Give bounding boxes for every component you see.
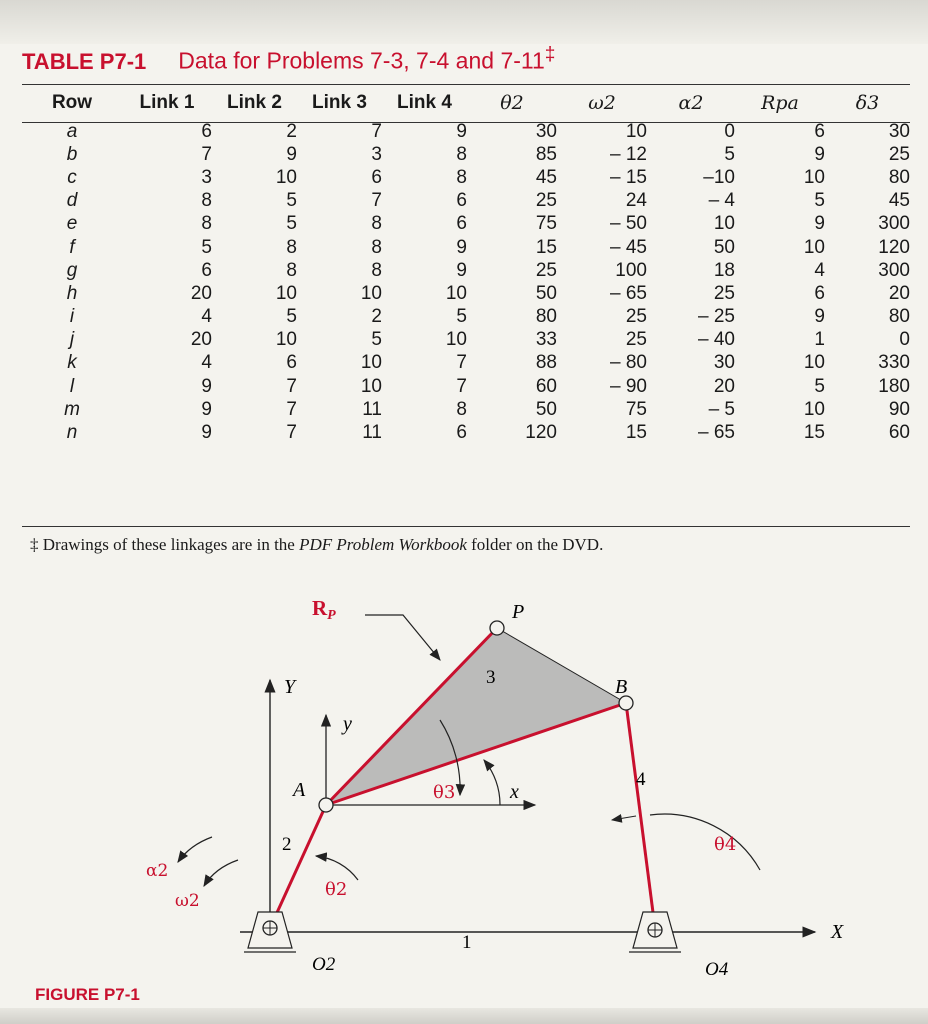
cell-link3: 7 bbox=[371, 190, 382, 212]
col-header-delta3 bbox=[825, 86, 910, 120]
table-row bbox=[22, 306, 910, 329]
cell-alpha2: 30 bbox=[713, 352, 735, 374]
cell-link2: 2 bbox=[286, 120, 297, 142]
cell-delta3: 120 bbox=[878, 236, 910, 258]
cell-row: k bbox=[67, 352, 77, 374]
cell-delta3: 90 bbox=[888, 398, 910, 420]
label-o2: O2 bbox=[312, 954, 336, 975]
cell-link2: 8 bbox=[286, 236, 297, 258]
col-header-row-text: Row bbox=[51, 92, 93, 113]
cell-row: d bbox=[66, 190, 78, 212]
cell-theta2: 25 bbox=[535, 259, 557, 281]
cell-link2: 7 bbox=[286, 375, 297, 397]
cell-theta2: 88 bbox=[535, 352, 557, 374]
cell-row: i bbox=[69, 306, 75, 328]
linkage-figure bbox=[0, 560, 928, 980]
label-theta4: θ4 bbox=[714, 834, 737, 855]
cell-rpa: 9 bbox=[814, 306, 825, 328]
col-header-omega2 bbox=[557, 86, 647, 120]
col-header-link2 bbox=[212, 86, 297, 120]
cell-link1: 9 bbox=[201, 422, 212, 444]
cell-link3: 5 bbox=[371, 329, 382, 351]
table-row bbox=[22, 143, 910, 166]
label-link4: 4 bbox=[636, 769, 646, 790]
cell-theta2: 30 bbox=[535, 120, 557, 142]
table-bottom-rule bbox=[22, 526, 910, 527]
cell-link4: 6 bbox=[456, 422, 467, 444]
cell-alpha2: 0 bbox=[724, 120, 735, 142]
cell-row: a bbox=[66, 120, 78, 142]
label-y-local: y bbox=[343, 713, 352, 735]
col-header-omega2-text: ω2 bbox=[588, 92, 616, 114]
col-header-alpha2 bbox=[647, 86, 735, 120]
cell-link4: 5 bbox=[456, 306, 467, 328]
table-caption bbox=[22, 44, 912, 84]
col-header-link1-text: Link 1 bbox=[139, 92, 195, 113]
col-header-link4 bbox=[382, 86, 467, 120]
cell-link3: 11 bbox=[362, 422, 382, 444]
cell-omega2: – 12 bbox=[610, 143, 647, 165]
cell-alpha2: 18 bbox=[713, 259, 735, 281]
table-top-rule bbox=[22, 84, 910, 85]
cell-theta2: 120 bbox=[525, 422, 557, 444]
label-omega2: ω2 bbox=[175, 891, 200, 911]
cell-row: m bbox=[64, 398, 80, 420]
cell-link4: 9 bbox=[456, 236, 467, 258]
cell-link3: 8 bbox=[371, 236, 382, 258]
cell-row: h bbox=[66, 282, 78, 304]
cell-link2: 6 bbox=[286, 352, 297, 374]
cell-alpha2: – 65 bbox=[698, 422, 735, 444]
label-x-local: x bbox=[510, 781, 519, 803]
cell-rpa: 6 bbox=[814, 282, 825, 304]
cell-omega2: 25 bbox=[625, 329, 647, 351]
cell-link4: 8 bbox=[456, 143, 467, 165]
cell-link1: 4 bbox=[201, 306, 212, 328]
cell-link3: 3 bbox=[371, 143, 382, 165]
cell-alpha2: –10 bbox=[703, 166, 735, 188]
cell-link4: 7 bbox=[456, 375, 467, 397]
label-alpha2: α2 bbox=[146, 861, 169, 881]
col-header-link3-text: Link 3 bbox=[312, 92, 367, 113]
label-x-global: X bbox=[831, 921, 844, 943]
table-row bbox=[22, 421, 910, 444]
cell-theta2: 15 bbox=[535, 236, 557, 258]
cell-link2: 10 bbox=[275, 166, 297, 188]
cell-rpa: 10 bbox=[803, 398, 825, 420]
cell-delta3: 45 bbox=[888, 190, 910, 212]
theta3-arc bbox=[484, 760, 500, 805]
cell-rpa: 15 bbox=[803, 422, 825, 444]
cell-delta3: 80 bbox=[888, 166, 910, 188]
cell-row: n bbox=[66, 422, 78, 444]
cell-link1: 9 bbox=[201, 375, 212, 397]
cell-alpha2: 5 bbox=[724, 143, 735, 165]
col-header-row bbox=[22, 86, 122, 120]
table-row bbox=[22, 398, 910, 421]
cell-link1: 5 bbox=[201, 236, 212, 258]
cell-row: l bbox=[69, 375, 75, 397]
table-row bbox=[22, 120, 910, 143]
cell-delta3: 25 bbox=[888, 143, 910, 165]
col-header-link2-text: Link 2 bbox=[227, 92, 282, 113]
cell-link4: 10 bbox=[445, 329, 467, 351]
cell-omega2: – 45 bbox=[610, 236, 647, 258]
cell-alpha2: 25 bbox=[713, 282, 735, 304]
cell-link1: 9 bbox=[201, 398, 212, 420]
cell-delta3: 330 bbox=[878, 352, 910, 374]
pin-p bbox=[490, 621, 504, 635]
cell-link2: 7 bbox=[286, 422, 297, 444]
footnote-text-end: folder on the DVD. bbox=[466, 535, 604, 554]
col-header-link1 bbox=[122, 86, 212, 120]
cell-alpha2: 20 bbox=[713, 375, 735, 397]
cell-alpha2: – 5 bbox=[708, 398, 735, 420]
rp-leader-line bbox=[365, 615, 440, 660]
cell-theta2: 80 bbox=[535, 306, 557, 328]
pin-a bbox=[319, 798, 333, 812]
cell-link2: 10 bbox=[275, 282, 297, 304]
coupler-link-body bbox=[326, 628, 626, 805]
cell-alpha2: 10 bbox=[713, 213, 735, 235]
table-row bbox=[22, 352, 910, 375]
cell-theta2: 33 bbox=[535, 329, 557, 351]
cell-link3: 11 bbox=[362, 398, 382, 420]
cell-link3: 8 bbox=[371, 259, 382, 281]
cell-alpha2: – 4 bbox=[708, 190, 735, 212]
cell-rpa: 10 bbox=[803, 236, 825, 258]
cell-delta3: 30 bbox=[888, 120, 910, 142]
cell-theta2: 25 bbox=[535, 190, 557, 212]
alpha2-arrow bbox=[178, 837, 212, 862]
col-header-theta2 bbox=[467, 86, 557, 120]
cell-omega2: 25 bbox=[625, 306, 647, 328]
cell-link2: 5 bbox=[286, 306, 297, 328]
label-link1: 1 bbox=[462, 932, 472, 953]
cell-delta3: 0 bbox=[899, 329, 910, 351]
col-header-theta2-text: θ2 bbox=[500, 92, 524, 114]
cell-rpa: 10 bbox=[803, 166, 825, 188]
cell-alpha2: – 25 bbox=[698, 306, 735, 328]
cell-link4: 8 bbox=[456, 166, 467, 188]
cell-link1: 8 bbox=[201, 213, 212, 235]
cell-row: g bbox=[66, 259, 78, 281]
col-header-link4-text: Link 4 bbox=[397, 92, 452, 113]
cell-link4: 9 bbox=[456, 259, 467, 281]
cell-rpa: 6 bbox=[814, 120, 825, 142]
col-header-link3 bbox=[297, 86, 382, 120]
label-theta3: θ3 bbox=[433, 782, 456, 803]
cell-link3: 10 bbox=[360, 352, 382, 374]
cell-link1: 20 bbox=[190, 329, 212, 351]
label-rp: RP bbox=[312, 596, 336, 623]
cell-omega2: – 90 bbox=[610, 375, 647, 397]
table-row bbox=[22, 213, 910, 236]
cell-link2: 7 bbox=[286, 398, 297, 420]
table-row bbox=[22, 329, 910, 352]
cell-row: f bbox=[69, 236, 75, 258]
footnote-italic-text: PDF Problem Workbook bbox=[299, 535, 467, 554]
table-title-footnote-mark: ‡ bbox=[544, 44, 556, 65]
cell-alpha2: 50 bbox=[713, 236, 735, 258]
cell-link4: 8 bbox=[456, 398, 467, 420]
cell-link4: 6 bbox=[456, 190, 467, 212]
cell-omega2: – 80 bbox=[610, 352, 647, 374]
col-header-rpa bbox=[735, 86, 825, 120]
cell-omega2: 75 bbox=[625, 398, 647, 420]
table-body bbox=[22, 120, 910, 445]
cell-rpa: 1 bbox=[814, 329, 825, 351]
figure-label: FIGURE P7-1 bbox=[35, 985, 140, 1004]
cell-link2: 9 bbox=[286, 143, 297, 165]
col-header-rpa-text: Rpa bbox=[761, 92, 799, 114]
cell-theta2: 45 bbox=[535, 166, 557, 188]
cell-omega2: 15 bbox=[625, 422, 647, 444]
cell-alpha2: – 40 bbox=[698, 329, 735, 351]
cell-link1: 6 bbox=[201, 120, 212, 142]
cell-link1: 4 bbox=[201, 352, 212, 374]
cell-link3: 10 bbox=[360, 282, 382, 304]
cell-theta2: 50 bbox=[535, 282, 557, 304]
theta4-arc bbox=[650, 814, 760, 870]
data-table bbox=[22, 86, 910, 445]
cell-omega2: – 65 bbox=[610, 282, 647, 304]
cell-delta3: 300 bbox=[878, 213, 910, 235]
footnote-mark: ‡ bbox=[30, 535, 39, 554]
omega2-arrow bbox=[204, 860, 238, 886]
cell-row: b bbox=[66, 143, 78, 165]
cell-omega2: 100 bbox=[615, 259, 647, 281]
table-title bbox=[178, 44, 555, 75]
cell-omega2: – 15 bbox=[610, 166, 647, 188]
cell-row: e bbox=[66, 213, 78, 235]
table-row bbox=[22, 166, 910, 189]
table-header-row bbox=[22, 86, 910, 120]
cell-rpa: 5 bbox=[814, 190, 825, 212]
cell-link4: 6 bbox=[456, 213, 467, 235]
cell-rpa: 5 bbox=[814, 375, 825, 397]
label-y-global: Y bbox=[284, 676, 296, 698]
cell-link3: 6 bbox=[371, 166, 382, 188]
cell-row: c bbox=[67, 166, 77, 188]
table-row bbox=[22, 259, 910, 282]
cell-delta3: 180 bbox=[878, 375, 910, 397]
cell-link1: 6 bbox=[201, 259, 212, 281]
table-title-text: Data for Problems 7-3, 7-4 and 7-11 bbox=[178, 47, 545, 74]
label-p: P bbox=[512, 601, 525, 623]
cell-theta2: 50 bbox=[535, 398, 557, 420]
link4-pointer bbox=[612, 816, 636, 820]
col-header-alpha2-text: α2 bbox=[678, 92, 704, 114]
cell-link3: 8 bbox=[371, 213, 382, 235]
cell-rpa: 4 bbox=[814, 259, 825, 281]
label-theta2: θ2 bbox=[325, 879, 348, 900]
theta2-arc bbox=[316, 856, 358, 880]
cell-delta3: 80 bbox=[888, 306, 910, 328]
cell-omega2: 10 bbox=[625, 120, 647, 142]
page-bottom-shadow bbox=[0, 1008, 928, 1024]
footnote-text-start: Drawings of these linkages are in the bbox=[42, 535, 300, 554]
cell-theta2: 85 bbox=[535, 143, 557, 165]
cell-delta3: 20 bbox=[888, 282, 910, 304]
cell-link2: 5 bbox=[286, 213, 297, 235]
label-o4: O4 bbox=[705, 959, 729, 980]
table-label: TABLE P7-1 bbox=[22, 48, 147, 74]
cell-link2: 5 bbox=[286, 190, 297, 212]
cell-link1: 7 bbox=[201, 143, 212, 165]
table-row bbox=[22, 190, 910, 213]
page-top-shadow bbox=[0, 0, 928, 44]
cell-omega2: – 50 bbox=[610, 213, 647, 235]
table-footnote bbox=[30, 535, 910, 555]
cell-delta3: 60 bbox=[888, 422, 910, 444]
label-link2: 2 bbox=[282, 834, 292, 855]
cell-row: j bbox=[69, 329, 75, 351]
label-a: A bbox=[293, 779, 306, 801]
cell-link3: 10 bbox=[360, 375, 382, 397]
pin-b bbox=[619, 696, 633, 710]
cell-rpa: 10 bbox=[803, 352, 825, 374]
table-row bbox=[22, 236, 910, 259]
table-row bbox=[22, 375, 910, 398]
col-header-delta3-text: δ3 bbox=[855, 92, 880, 114]
cell-link2: 10 bbox=[275, 329, 297, 351]
cell-link3: 7 bbox=[371, 120, 382, 142]
label-b: B bbox=[615, 676, 628, 698]
crank-link-2 bbox=[270, 805, 326, 928]
cell-rpa: 9 bbox=[814, 213, 825, 235]
cell-link1: 8 bbox=[201, 190, 212, 212]
cell-link3: 2 bbox=[371, 306, 382, 328]
label-link3: 3 bbox=[486, 667, 496, 688]
cell-link2: 8 bbox=[286, 259, 297, 281]
cell-delta3: 300 bbox=[878, 259, 910, 281]
cell-theta2: 75 bbox=[535, 213, 557, 235]
cell-link1: 3 bbox=[201, 166, 212, 188]
cell-link4: 7 bbox=[456, 352, 467, 374]
table-row bbox=[22, 282, 910, 305]
cell-link4: 10 bbox=[445, 282, 467, 304]
cell-link4: 9 bbox=[456, 120, 467, 142]
cell-omega2: 24 bbox=[625, 190, 647, 212]
cell-rpa: 9 bbox=[814, 143, 825, 165]
cell-link1: 20 bbox=[190, 282, 212, 304]
cell-theta2: 60 bbox=[535, 375, 557, 397]
